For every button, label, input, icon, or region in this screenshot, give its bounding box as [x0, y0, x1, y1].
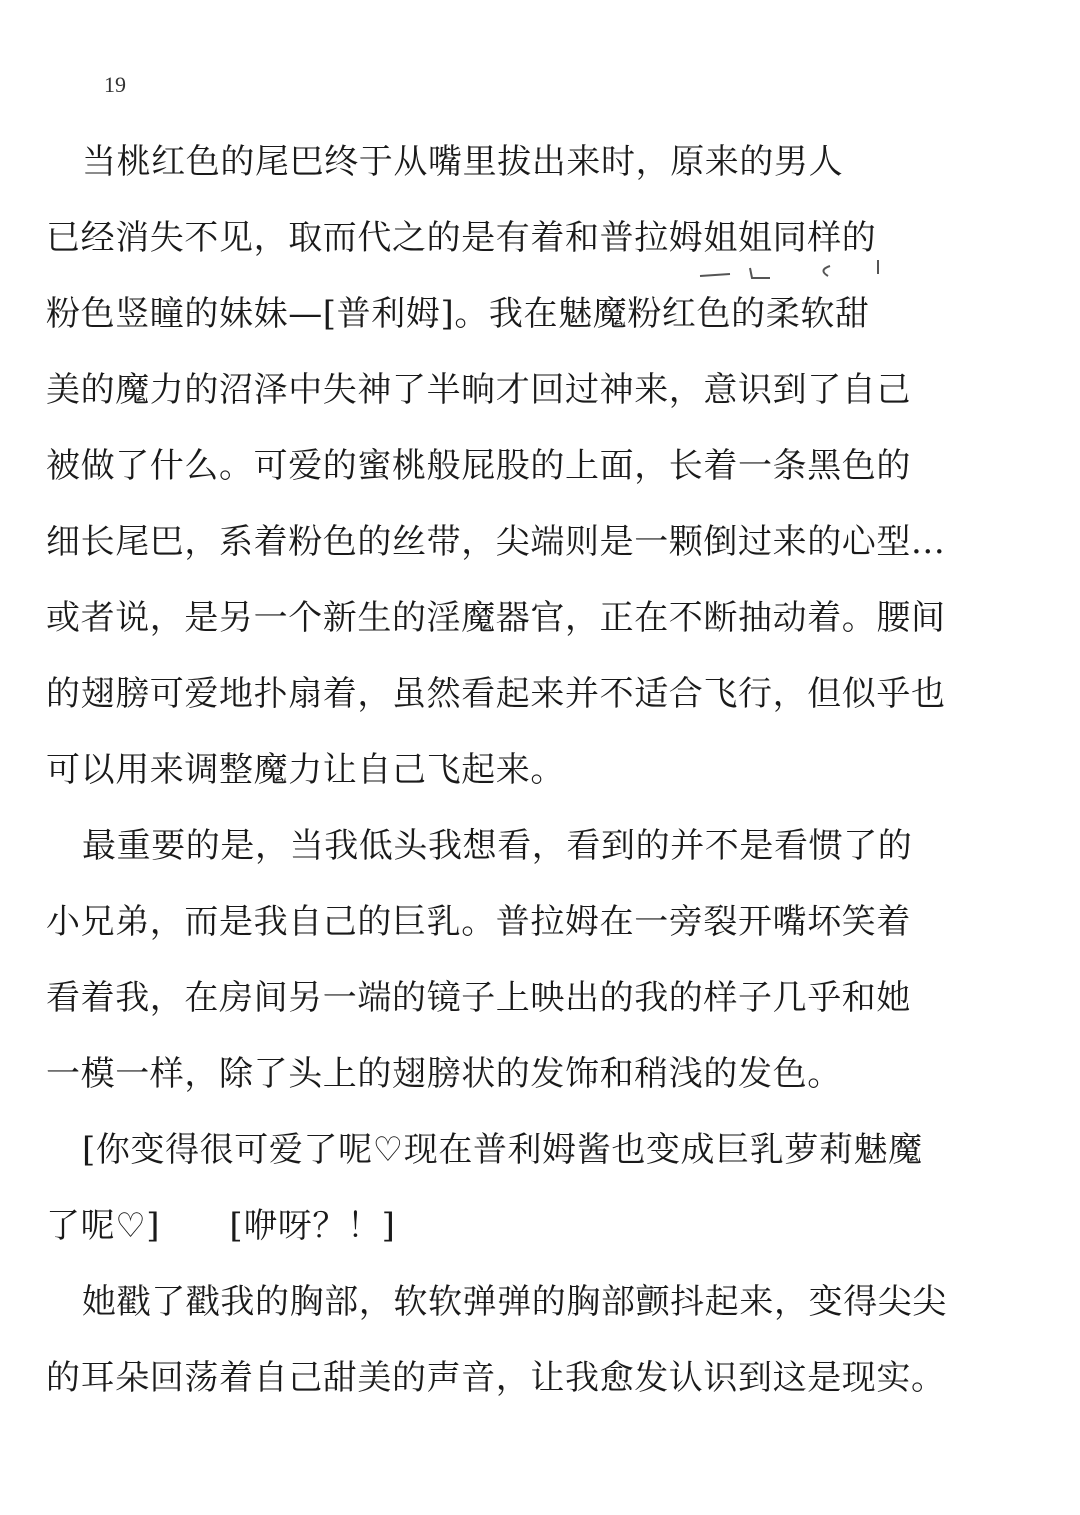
text-line-8: 的翅膀可爱地扑扇着，虽然看起来并不适合飞行，但似乎也: [46, 674, 946, 714]
text-line-6: 细长尾巴，系着粉色的丝带，尖端则是一颗倒过来的心型...: [46, 522, 946, 562]
text-line-17: 的耳朵回荡着自己甜美的声音，让我愈发认识到这是现实。: [46, 1358, 946, 1398]
text-line-3: 粉色竖瞳的妹妹—[普利姆]。我在魅魔粉红色的柔软甜: [46, 294, 870, 334]
text-line-16: 她戳了戳我的胸部，软软弹弹的胸部颤抖起来，变得尖尖: [82, 1282, 947, 1322]
text-line-7: 或者说，是另一个新生的淫魔器官，正在不断抽动着。腰间: [46, 598, 946, 638]
text-line-1: 当桃红色的尾巴终于从嘴里拔出来时，原来的男人: [82, 142, 844, 182]
text-line-2: 已经消失不见，取而代之的是有着和普拉姆姐姐同样的: [46, 218, 877, 258]
page-number: 19: [104, 72, 126, 97]
text-line-15: 了呢♡] [咿呀？！]: [46, 1206, 396, 1246]
text-line-11: 小兄弟，而是我自己的巨乳。普拉姆在一旁裂开嘴坏笑着: [46, 902, 911, 942]
text-line-13: 一模一样，除了头上的翅膀状的发饰和稍浅的发色。: [46, 1054, 842, 1094]
text-line-9: 可以用来调整魔力让自己飞起来。: [46, 750, 565, 790]
text-line-4: 美的魔力的沼泽中失神了半晌才回过神来，意识到了自己: [46, 370, 911, 410]
text-line-5: 被做了什么。可爱的蜜桃般屁股的上面，长着一条黑色的: [46, 446, 911, 486]
text-line-14: [你变得很可爱了呢♡现在普利姆酱也变成巨乳萝莉魅魔: [82, 1130, 923, 1170]
text-line-10: 最重要的是，当我低头我想看，看到的并不是看惯了的: [82, 826, 913, 866]
text-line-12: 看着我，在房间另一端的镜子上映出的我的样子几乎和她: [46, 978, 911, 1018]
